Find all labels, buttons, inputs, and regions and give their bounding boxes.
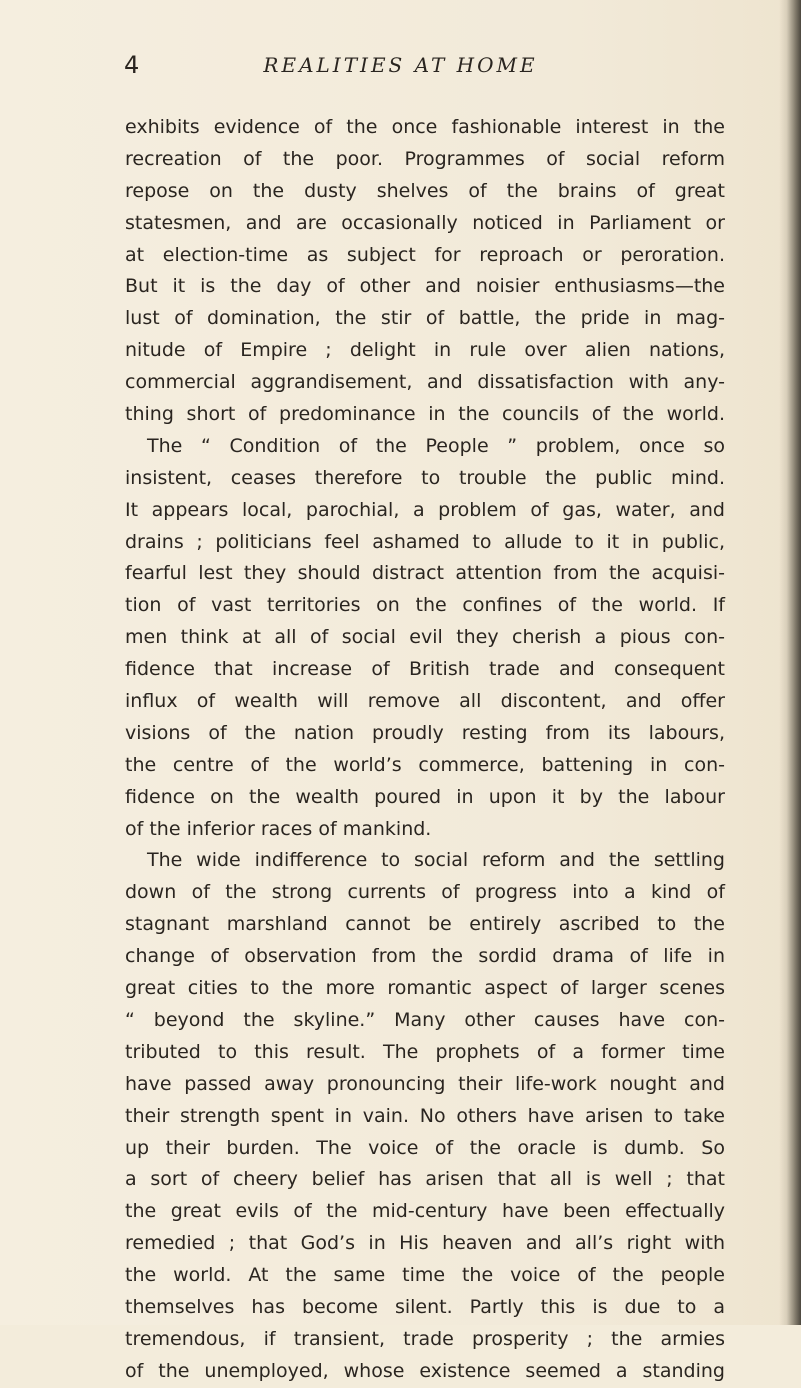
text-line: The “ Condition of the People ” problem, once so [147,434,725,457]
text-line: of the unemployed, whose existence seemed a standing [125,1359,725,1382]
text-line: It appears local, parochial, a problem of gas, water, and [125,498,725,521]
body-text [125,112,725,1388]
text-line: “ beyond the skyline.” Many other causes have con- [125,1008,725,1031]
text-line: commercial aggrandisement, and dissatisfaction with any- [125,371,725,394]
text-line: But it is the day of other and noisier enthusiasms—the [125,275,725,298]
text-line: fidence that increase of British trade and consequent [125,658,725,681]
page-edge-shadow [779,0,801,1325]
text-line: remedied ; that God’s in His heaven and all’s right with [125,1232,725,1255]
text-line: stagnant marshland cannot be entirely ascribed to the [125,913,725,936]
text-line: insistent, ceases therefore to trouble the public mind. [125,466,725,489]
text-line: have passed away pronouncing their life-work nought and [125,1072,725,1095]
text-line: lust of domination, the stir of battle, the pride in mag- [125,307,725,330]
text-line: the centre of the world’s commerce, battening in con- [125,753,725,776]
text-line: the great evils of the mid-century have been effectually [125,1200,725,1223]
text-line: up their burden. The voice of the oracle is dumb. So [125,1136,725,1159]
text-line: a sort of cheery belief has arisen that all is well ; that [125,1168,725,1191]
text-line: nitude of Empire ; delight in rule over alien nations, [125,339,725,362]
text-line: influx of wealth will remove all discontent, and offer [125,690,725,713]
text-line: statesmen, and are occasionally noticed in Parliament or [125,211,725,234]
page-header [0,50,801,84]
text-line: of the inferior races of mankind. [125,817,432,840]
text-line: great cities to the more romantic aspect of larger scenes [125,977,725,1000]
text-line: at election-time as subject for reproach or peroration. [125,243,725,266]
text-line: men think at all of social evil they cherish a pious con- [125,626,725,649]
text-line: The wide indifference to social reform and the settling [147,849,725,872]
text-line: drains ; politicians feel ashamed to allude to it in public, [125,530,725,553]
text-line: exhibits evidence of the once fashionable interest in the [125,116,725,138]
text-line: fidence on the wealth poured in upon it by the labour [125,785,725,808]
text-line: tremendous, if transient, trade prosperity ; the armies [125,1327,725,1350]
text-line: tion of vast territories on the confines of the world. If [125,594,725,617]
text-line: tributed to this result. The prophets of a former time [125,1040,725,1063]
text-line: change of observation from the sordid drama of life in [125,945,725,968]
page-number: 4 [124,51,140,79]
text-line: the world. At the same time the voice of the people [125,1264,725,1287]
text-line: fearful lest they should distract attention from the acquisi- [125,562,725,585]
running-head: REALITIES AT HOME [263,53,538,77]
text-line: themselves has become silent. Partly this is due to a [125,1295,725,1318]
text-line: visions of the nation proudly resting from its labours, [125,721,725,744]
text-line: their strength spent in vain. No others have arisen to take [125,1104,725,1127]
text-line: recreation of the poor. Programmes of social reform [125,147,725,170]
text-line: down of the strong currents of progress into a kind of [125,881,725,904]
text-line: thing short of predominance in the councils of the world. [125,403,725,426]
text-line: repose on the dusty shelves of the brains of great [125,179,725,202]
